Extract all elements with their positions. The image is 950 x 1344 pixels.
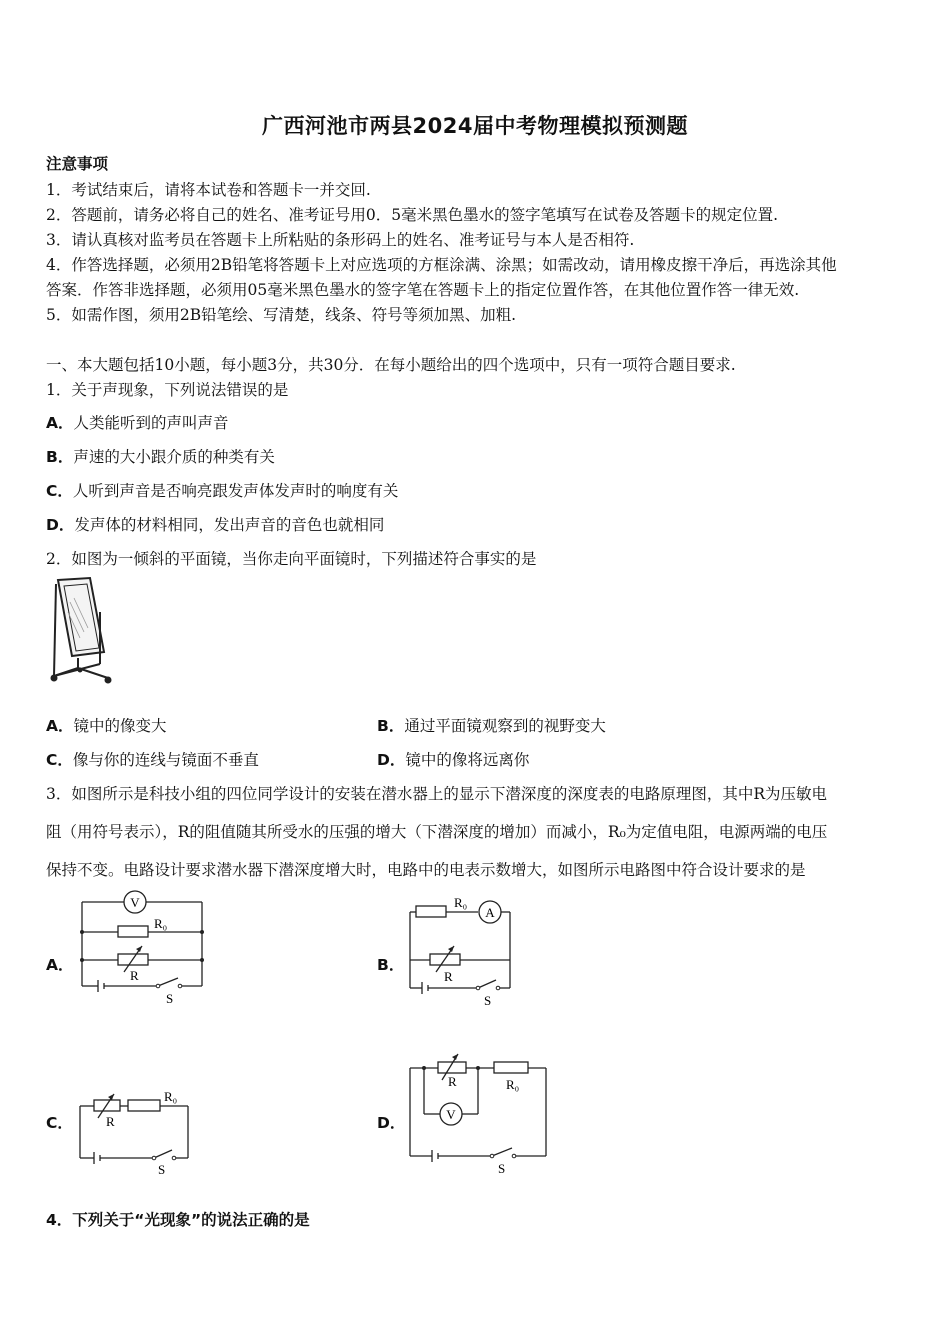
question-2-stem: 2．如图为一倾斜的平面镜，当你走向平面镜时，下列描述符合事实的是 — [46, 550, 537, 568]
tilted-mirror-figure — [40, 572, 120, 690]
question-3-line: 阻（用符号表示），R的阻值随其所受水的压强的增大（下潜深度的增加）而减小，R₀为定值电阻，电源两端的电压 — [46, 823, 828, 841]
page-title: 广西河池市两县2024届中考物理模拟预测题 — [262, 114, 688, 138]
circuit-a — [74, 888, 214, 1010]
notice-heading: 注意事项 — [46, 155, 109, 173]
q1-option-c: C．人听到声音是否响亮跟发声体发声时的响度有关 — [46, 482, 399, 500]
notice-item: 3．请认真核对监考员在答题卡上所粘贴的条形码上的姓名、准考证号与本人是否相符. — [46, 231, 635, 249]
notice-item: 1．考试结束后，请将本试卷和答题卡一并交回. — [46, 181, 371, 199]
voltmeter-symbol: V — [446, 1107, 456, 1122]
question-3-line: 保持不变。电路设计要求潜水器下潜深度增大时，电路中的电表示数增大，如图所示电路图中符合设计要求的是 — [46, 861, 806, 879]
r-label: R — [106, 1114, 115, 1129]
q2-option-b: B．通过平面镜观察到的视野变大 — [377, 717, 606, 735]
notice-item: 4．作答选择题，必须用2B铅笔将答题卡上对应选项的方框涂满、涂黑；如需改动，请用橡皮擦干净后，再选涂其他 — [46, 256, 837, 274]
q1-option-b: B．声速的大小跟介质的种类有关 — [46, 448, 275, 466]
r0-label: R₀ — [164, 1089, 178, 1104]
voltmeter-symbol: V — [130, 895, 140, 910]
question-4-stem: 4．下列关于“光现象”的说法正确的是 — [46, 1211, 310, 1229]
q3-option-b-label: B． — [377, 956, 405, 974]
r0-label: R₀ — [154, 916, 168, 931]
q2-option-c: C．像与你的连线与镜面不垂直 — [46, 751, 259, 769]
r-label: R — [130, 968, 139, 983]
question-1-stem: 1．关于声现象，下列说法错误的是 — [46, 381, 289, 399]
r0-label: R₀ — [506, 1077, 520, 1092]
circuit-d — [402, 1046, 552, 1178]
switch-label: S — [158, 1162, 166, 1177]
q2-option-a: A．镜中的像变大 — [46, 717, 167, 735]
q3-option-c-label: C． — [46, 1114, 73, 1132]
q3-option-d-label: D． — [377, 1114, 406, 1132]
q2-option-d: D．镜中的像将远离你 — [377, 751, 530, 769]
question-3-line: 3．如图所示是科技小组的四位同学设计的安装在潜水器上的显示下潜深度的深度表的电路原理图，其中R为压敏电 — [46, 785, 828, 803]
circuit-c — [72, 1086, 196, 1178]
circuit-b — [402, 892, 522, 1014]
q3-option-a-label: A． — [46, 956, 74, 974]
ammeter-symbol: A — [485, 905, 495, 920]
switch-label: S — [484, 993, 492, 1008]
notice-item: 5．如需作图，须用2B铅笔绘、写清楚，线条、符号等须加黑、加粗. — [46, 306, 517, 324]
notice-item: 答案．作答非选择题，必须用05毫米黑色墨水的签字笔在答题卡上的指定位置作答，在其他位置作答一律无效. — [46, 281, 800, 299]
q1-option-a: A．人类能听到的声叫声音 — [46, 414, 229, 432]
q1-option-d: D．发声体的材料相同，发出声音的音色也就相同 — [46, 516, 385, 534]
r-label: R — [448, 1074, 457, 1089]
switch-label: S — [498, 1161, 506, 1176]
switch-label: S — [166, 991, 174, 1006]
notice-item: 2．答题前，请务必将自己的姓名、准考证号用0．5毫米黑色墨水的签字笔填写在试卷及答题卡的规定位置. — [46, 206, 779, 224]
section-heading: 一、本大题包括10小题，每小题3分，共30分．在每小题给出的四个选项中，只有一项符合题目要求. — [46, 356, 736, 374]
r-label: R — [444, 969, 453, 984]
r0-label: R₀ — [454, 895, 468, 910]
